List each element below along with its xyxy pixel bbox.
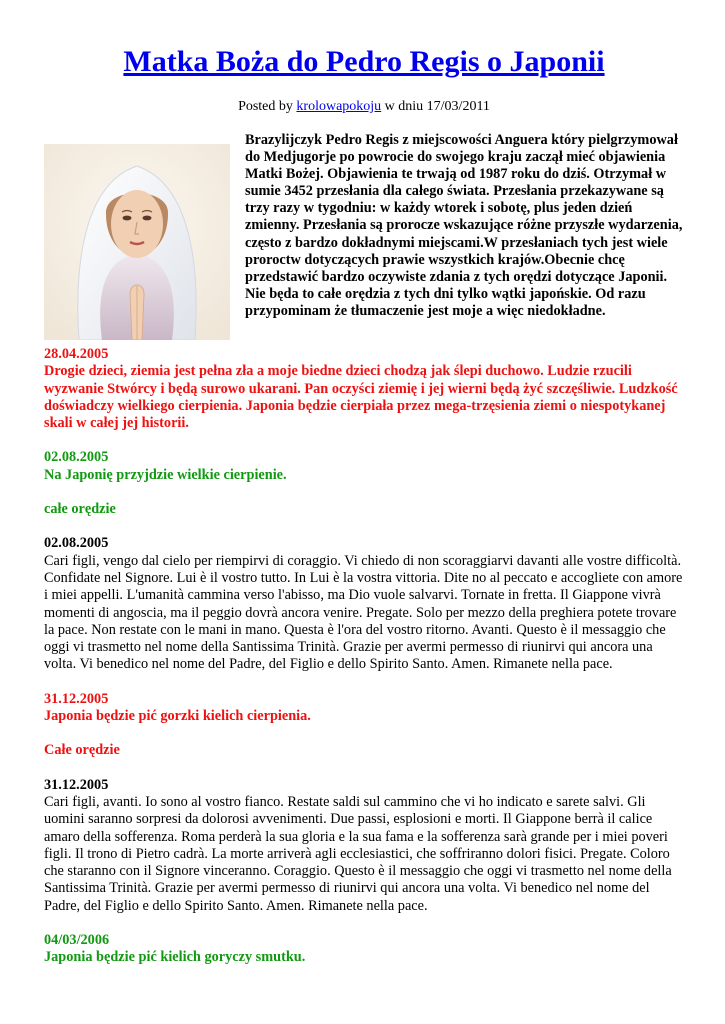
page-title <box>44 0 684 80</box>
message-text: Cari figli, avanti. Io sono al vostro fianco. Restate saldi sul cammino che vi ho indicato e sarete salvi. Gli uomini saranno sorpresi da dolorosi avvenimenti. Due passi, esplosioni e morti. Il Giappone berrà il calice amaro della sofferenza. Roma perderà la sua gloria e la sua fama e la sofferenza sarà grande per i miei poveri figli. Il trono di Pietro cadrà. La morte arriverà agli ecclesiastici, che soffriranno dolori fisici. Pregate. Coloro che staranno con il Signore vinceranno. Coraggio. Questo è il messaggio che oggi vi trasmetto nel nome della Santissima Trinità. Grazie per avermi permesso di riunirvi qui ancora una volta. Vi benedico nel nome del Padre, del Figlio e dello Spirito Santo. Amen. Rimanete nella pace. <box>44 793 672 914</box>
messages <box>44 346 684 967</box>
title-link[interactable]: Matka Boża do Pedro Regis o Japonii <box>123 45 605 78</box>
virgin-mary-portrait <box>44 144 230 340</box>
message-text: Japonia będzie pić kielich goryczy smutku. <box>44 949 306 966</box>
full-message-label: Całe orędzie <box>44 742 120 759</box>
message-text: Na Japonię przyjdzie wielkie cierpienie. <box>44 466 287 483</box>
intro-block <box>44 132 684 346</box>
author-link[interactable]: krolowapokoju <box>296 99 382 114</box>
full-message-label: całe orędzie <box>44 501 116 518</box>
message-text: Drogie dzieci, ziemia jest pełna zła a moje biedne dzieci chodzą jak ślepi duchowo. Ludzie rzucili wyzwanie Stwórcy i będą surowo ukarani. Pan oczyści ziemię i jej wierni będą żyć szczęśliwie. Ludzkość doświadczy wielkiego cierpienia. Japonia będzie cierpiała przez mega-trzęsienia ziemi o niespotykanej skali w całej jej historii. <box>44 363 678 432</box>
message-date: 31.12.2005 <box>44 776 109 793</box>
message-text: Cari figli, vengo dal cielo per riempirvi di coraggio. Vi chiedo di non scoraggiarvi davanti alle vostre difficoltà. Confidate nel Signore. Lui è il vostro tutto. In Lui è la vostra vittoria. Dite no al peccato e accogliete con amore i miei appelli. L'umanità cammina verso l'abisso, ma Dio vuole salvarvi. Tornate in fretta. Il Giappone vivrà momenti di angoscia, ma il peggio dovrà ancora venire. Pregate. Solo per mezzo della preghiera potete trovare la pace. Non restate con le mani in mano. Questa è l'ora del vostro ritorno. Avanti. Questo è il messaggio che oggi vi trasmetto nel nome della Santissima Trinità. Grazie per avermi permesso di riunirvi qui ancora una volta. Vi benedico nel nome del Padre, del Figlio e dello Spirito Santo. Amen. Rimanete nella pace. <box>44 552 683 673</box>
byline-prefix: Posted by <box>238 99 297 114</box>
message-date: 04/03/2006 <box>44 932 110 949</box>
message-date: 31.12.2005 <box>44 690 109 707</box>
message-date: 28.04.2005 <box>44 346 109 362</box>
document-page <box>44 0 684 967</box>
intro-text: Brazylijczyk Pedro Regis z miejscowości Anguera który pielgrzymował do Medjugorje po powrocie do swojego kraju zaczął mieć objawienia Matki Bożej. Objawienia te trwają od 1987 roku do dziś. Otrzymał w sumie 3452 przesłania dla całego świata. Przesłania przekazywane są trzy razy w tygodniu: w każdy wtorek i sobotę, plus jeden dzień zmienny. Przesłania są prorocze wskazujące różne przyszłe wydarzenia, często z bardzo dokładnymi miejscami.W przesłaniach tych jest wiele proroctw dotyczących prawie wszystkich krajów.Obecnie chcę przedstawić bardzo oczywiste zdania z tych orędzi dotyczące Japonii. Nie będa to całe orędzia z tych dni tylko wątki japońskie. Od razu przypominam że tłumaczenie jest moje a więc niedokładne. <box>245 132 683 319</box>
message-date: 02.08.2005 <box>44 535 109 552</box>
message-text: Japonia będzie pić gorzki kielich cierpienia. <box>44 708 311 725</box>
message-date: 02.08.2005 <box>44 449 109 466</box>
byline <box>44 98 684 116</box>
byline-suffix: w dniu 17/03/2011 <box>381 99 490 114</box>
